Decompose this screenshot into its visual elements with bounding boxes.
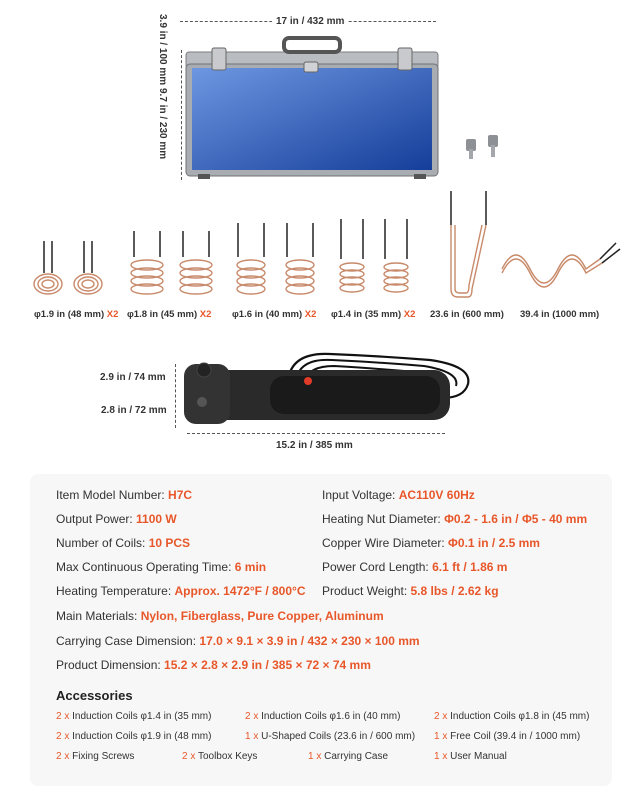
- spec-output-power: Output Power: 1100 W: [56, 512, 177, 526]
- accessory-item: 2 x Induction Coils φ1.9 in (48 mm): [56, 731, 212, 742]
- coil-label-free: 39.4 in (1000 mm): [520, 309, 600, 320]
- tool-dim-guide-v: [175, 364, 176, 428]
- induction-heater-tool-image: [180, 340, 480, 436]
- case-depth-label: 3.9 in / 100 mm: [157, 14, 168, 86]
- tool-grip: [270, 376, 440, 414]
- case-dimension-line-left: [181, 50, 182, 180]
- tool-power-button: [304, 377, 312, 385]
- accessory-item: 2 x Induction Coils φ1.6 in (40 mm): [245, 711, 401, 722]
- spec-input-voltage: Input Voltage: AC110V 60Hz: [322, 488, 475, 502]
- coil-label-1-4: φ1.4 in (35 mm) X2: [331, 309, 416, 320]
- accessory-item: 2 x Induction Coils φ1.8 in (45 mm): [434, 711, 590, 722]
- coil-1-6-b: [286, 223, 314, 294]
- coil-1-9-a: [34, 241, 62, 294]
- case-handle: [284, 38, 340, 52]
- accessory-item: 1 x Free Coil (39.4 in / 1000 mm): [434, 731, 581, 742]
- case-foot-right: [414, 174, 426, 179]
- case-latch-left: [212, 48, 226, 70]
- accessory-item: 1 x Carrying Case: [308, 751, 389, 762]
- accessory-item: 1 x U-Shaped Coils (23.6 in / 600 mm): [245, 731, 416, 742]
- spec-model: Item Model Number: H7C: [56, 488, 193, 502]
- accessory-item: 2 x Induction Coils φ1.4 in (35 mm): [56, 711, 212, 722]
- coil-label-1-8: φ1.8 in (45 mm) X2: [127, 309, 212, 320]
- coil-1-4-a: [340, 219, 364, 292]
- accessory-item: 1 x User Manual: [434, 751, 507, 762]
- spec-nut-diameter: Heating Nut Diameter: Φ0.2 - 1.6 in / Φ5 - 40 mm: [322, 512, 588, 526]
- case-height-label: 9.7 in / 230 mm: [157, 88, 168, 160]
- coil-1-8-a: [131, 231, 163, 294]
- spec-product-weight: Product Weight: 5.8 lbs / 2.62 kg: [322, 584, 499, 598]
- coil-images: [0, 185, 640, 305]
- case-lock: [304, 62, 318, 72]
- case-panel-shade: [192, 68, 432, 170]
- tool-head-knob: [197, 363, 211, 377]
- accessories-title: Accessories: [56, 688, 133, 703]
- coil-1-6-a: [237, 223, 265, 294]
- accessory-item: 2 x Toolbox Keys: [182, 751, 258, 762]
- spec-heating-temperature: Heating Temperature: Approx. 1472°F / 800°C: [56, 584, 306, 598]
- coil-label-1-9: φ1.9 in (48 mm) X2: [34, 309, 119, 320]
- toolbox-keys-image: [462, 133, 508, 161]
- tool-dim-line-bottom: [187, 433, 445, 434]
- coil-u-shaped: [451, 191, 486, 297]
- tool-coil-port: [197, 397, 207, 407]
- coil-label-u: 23.6 in (600 mm): [430, 309, 504, 320]
- spec-case-dimension: Carrying Case Dimension: 17.0 × 9.1 × 3.9 in / 432 × 230 × 100 mm: [56, 634, 420, 648]
- carrying-case-image: [184, 34, 440, 180]
- accessory-item: 2 x Fixing Screws: [56, 751, 135, 762]
- case-foot-left: [198, 174, 210, 179]
- spec-cord-length: Power Cord Length: 6.1 ft / 1.86 m: [322, 560, 508, 574]
- coil-label-1-6: φ1.6 in (40 mm) X2: [232, 309, 317, 320]
- coil-1-4-b: [384, 219, 408, 292]
- coil-free-wave: [502, 243, 620, 287]
- coil-1-9-b: [74, 241, 102, 294]
- case-latch-right: [398, 48, 412, 70]
- coil-1-8-b: [180, 231, 212, 294]
- case-width-label: 17 in / 432 mm: [272, 16, 348, 27]
- spec-wire-diameter: Copper Wire Diameter: Φ0.1 in / 2.5 mm: [322, 536, 540, 550]
- tool-width-label: 2.8 in / 72 mm: [101, 405, 167, 416]
- spec-number-of-coils: Number of Coils: 10 PCS: [56, 536, 191, 550]
- tool-height-label: 2.9 in / 74 mm: [100, 372, 166, 383]
- tool-length-label: 15.2 in / 385 mm: [276, 440, 353, 451]
- spec-product-dimension: Product Dimension: 15.2 × 2.8 × 2.9 in / 385 × 72 × 74 mm: [56, 658, 371, 672]
- spec-main-materials: Main Materials: Nylon, Fiberglass, Pure Copper, Aluminum: [56, 609, 384, 623]
- specs-panel: [30, 474, 612, 786]
- spec-operating-time: Max Continuous Operating Time: 6 min: [56, 560, 267, 574]
